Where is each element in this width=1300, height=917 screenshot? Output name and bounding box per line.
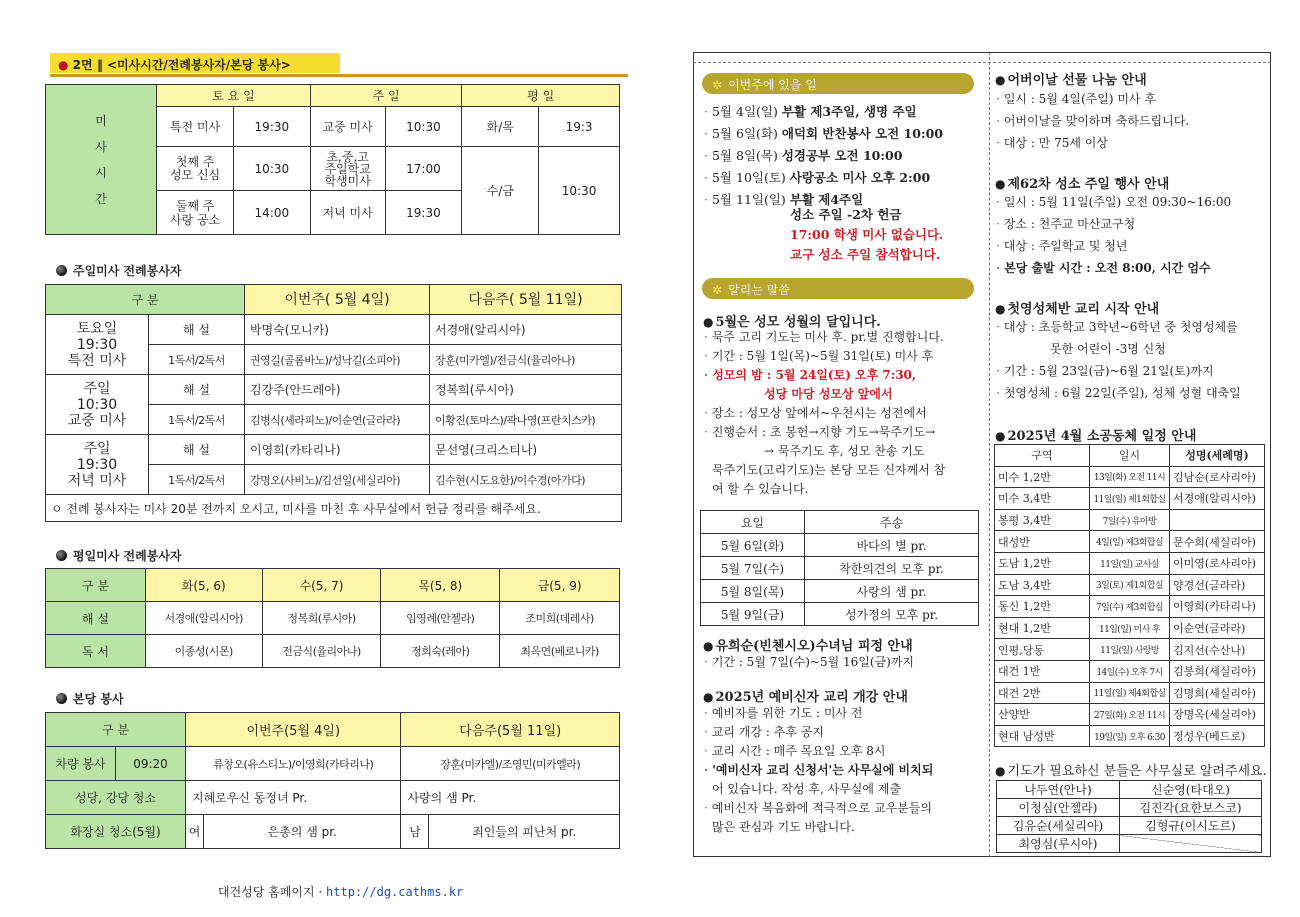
duty-clean-this: 지혜로우신 동정녀 Pr.: [186, 781, 401, 815]
sun-next: 서경애(알리시아): [430, 315, 622, 345]
wk-cell: 정복희(루시아): [262, 602, 381, 635]
sun-time-1: 10:30: [385, 107, 462, 147]
schedule-title: ● 2025년 4월 소공동체 일정 안내: [995, 429, 1197, 444]
sched-person: 김봉희(세실리아): [1170, 660, 1265, 682]
sched-area: 현대 1,2반: [995, 617, 1090, 639]
list-item: · 5월 4일(일) 부활 제3주일, 생명 주일: [704, 104, 917, 119]
duty-car-time: 09:20: [116, 747, 186, 781]
rosary-day: 5월 6일(화): [701, 534, 805, 557]
sched-area: 도남 3,4반: [995, 574, 1090, 596]
sat-mass-2: 첫째 주 성모 신심: [157, 147, 234, 191]
sched-time: 11일(일) 미사 후: [1090, 617, 1170, 639]
community-schedule-table: [994, 444, 1265, 747]
list-item: · 5월 10일(토) 사랑공소 미사 오후 2:00: [704, 170, 931, 185]
sched-area: 미수 1,2반: [995, 466, 1090, 488]
sched-time: 7일(수) 제3회합실: [1090, 596, 1170, 618]
sched-head: 성명(세례명): [1170, 445, 1265, 467]
first-communion-details: · 대상 : 초등학교 3학년~6학년 중 첫영성체를 못한 어린이 -3명 신청 · 기간 : 5월 23일(금)~6월 21일(토)까지 · 첫영성체 : 6월 22일(주일), 성체 성혈 대축일: [996, 320, 1241, 400]
bullet-icon: [56, 265, 67, 276]
rosary-pr: 성가정의 모후 pr.: [805, 603, 979, 626]
sun-h-next: 다음주( 5월 11일): [430, 285, 622, 315]
sunday-note: ㅇ 전례 봉사자는 미사 20분 전까지 오시고, 미사를 마친 후 사무실에서 헌금 정리를 해주세요.: [46, 495, 622, 522]
mass-time-label: 미 사 시 간: [46, 85, 157, 235]
sun-group-3: 주일 19:30 저녁 미사: [46, 435, 149, 495]
wk-cell: 조미희(데레사): [500, 602, 620, 635]
list-item: · 5월 6일(화) 애덕회 반찬봉사 오전 10:00: [704, 126, 943, 141]
duty-clean-label: 성당, 강당 청소: [46, 781, 186, 815]
sun-h-div: 구 분: [46, 285, 245, 315]
rosary-head: 주송: [805, 511, 979, 534]
sun-group-2: 주일 10:30 교중 미사: [46, 375, 149, 435]
list-item: · 5월 11일(일) 부활 제4주일: [704, 192, 864, 207]
parish-section-title: 본당 봉사: [56, 690, 124, 707]
sun-next: 김수현(시도요한)/이수경(아가다): [430, 465, 622, 495]
sched-time: 11일(일) 교사실: [1090, 552, 1170, 574]
duty-h-next: 다음주(5월 11일): [401, 713, 620, 747]
sched-time: 7일(수) 유아방: [1090, 509, 1170, 531]
wk-cell: 이종성(시몬): [145, 635, 262, 668]
prayer-name: 김형규(이시도르): [1120, 817, 1262, 835]
catechumen-title: ● 2025년 예비신자 교리 개강 안내: [703, 690, 908, 705]
duty-toilet-this: 은총의 샘 pr.: [204, 815, 401, 849]
wk-cell: 전금식(율리아나): [262, 635, 381, 668]
header-dot: ●: [58, 58, 69, 72]
prayer-name: 신순영(타대오): [1120, 781, 1262, 799]
sched-area: 산양반: [995, 704, 1090, 726]
parents-details: · 일시 : 5월 4일(주일) 미사 후 · 어버이날을 맞이하며 축하드립니다. · 대상 : 만 75세 이상: [996, 92, 1190, 150]
sched-time: 27일(화) 오전 11시: [1090, 704, 1170, 726]
prayer-table: [996, 780, 1262, 853]
duty-toilet-m: 남: [401, 815, 429, 849]
sched-area: 인평,당동: [995, 639, 1090, 661]
sun-next: 이황진(토마스)/곽나영(프란치스카): [430, 405, 622, 435]
sat-mass-1: 특전 미사: [157, 107, 234, 147]
sun-time-3: 19:30: [385, 191, 462, 235]
sat-mass-3: 둘째 주 사랑 공소: [157, 191, 234, 235]
sun-mass-3: 저녁 미사: [310, 191, 385, 235]
wk-day-2: 수/금: [462, 147, 539, 235]
notice-pill: ✲ 알리는 말씀: [702, 278, 974, 299]
duty-h-this: 이번주(5월 4일): [186, 713, 401, 747]
rosary-pr: 바다의 별 pr.: [805, 534, 979, 557]
header-sep: ‖: [96, 58, 103, 72]
prayer-name: 이청심(안젤라): [997, 799, 1120, 817]
wk-day-1: 화/목: [462, 107, 539, 147]
footer: [218, 883, 463, 900]
wk-time-1: 19:3: [539, 107, 620, 147]
rosary-day: 5월 7일(수): [701, 557, 805, 580]
sched-person: 서경애(알리시아): [1170, 488, 1265, 510]
wk-time-2: 10:30: [539, 147, 620, 235]
sched-head: 일시: [1090, 445, 1170, 467]
sun-icon: ✲: [712, 78, 723, 92]
sun-mass-1: 교중 미사: [310, 107, 385, 147]
wk-role: 해 설: [46, 602, 146, 635]
sched-area: 현대 남성반: [995, 725, 1090, 747]
rosary-pr: 사랑의 샘 pr.: [805, 580, 979, 603]
sun-next: 장훈(미카엘)/전금식(율리아나): [430, 345, 622, 375]
sched-person: 이순연(글라라): [1170, 617, 1265, 639]
may-details: · 묵주 고리 기도는 미사 후. pr.별 진행합니다. · 기간 : 5월 1일(목)~5월 31일(토) 미사 후 · 성모의 밤 : 5월 24일(토) 오후 7:30, 성당 마당 성모상 앞에서 · 장소 : 성모상 앞에서~우천시는 성전에서 · 진행순서 : 초 봉헌→지향 기도→묵주기도→ → 묵주기도 후, 성모 찬송 기도 묵주기도(고리기도)는 본당 모든 신자께서 참 여 할 수 있습니다.: [704, 330, 946, 496]
vocation-title: ● 제62차 성소 주일 행사 안내: [995, 177, 1170, 192]
list-item: · 5월 8일(목) 성경공부 오전 10:00: [704, 148, 903, 163]
sun-role: 해 설: [149, 375, 245, 405]
mass-time-table: [45, 84, 620, 235]
rosary-pr: 착한의견의 모후 pr.: [805, 557, 979, 580]
sched-time: 11일(일) 제4회합실: [1090, 682, 1170, 704]
sun-time-2: 17:00: [385, 147, 462, 191]
sun-role: 1독서/2독서: [149, 465, 245, 495]
first-communion-title: ● 첫영성체반 교리 시작 안내: [995, 302, 1160, 317]
duty-toilet-f: 여: [186, 815, 204, 849]
sun-next: 정복희(루시아): [430, 375, 622, 405]
sched-area: 대성반: [995, 531, 1090, 553]
sched-person: 김지선(수산나): [1170, 639, 1265, 661]
sun-this: 김병식(세라피노)/이순연(글라라): [245, 405, 430, 435]
wk-cell: 임영례(안젤라): [381, 602, 500, 635]
duty-toilet-next: 죄인들의 피난처 pr.: [429, 815, 620, 849]
sched-person: 이영희(카타리나): [1170, 596, 1265, 618]
prayer-empty: [1120, 835, 1262, 853]
sched-time: 11일(일) 사랑방: [1090, 639, 1170, 661]
sun-mass-2: 초,중,고 주일학교 학생미사: [310, 147, 385, 191]
sunday-server-table: [45, 284, 622, 522]
rosary-head: 요일: [701, 511, 805, 534]
sched-area: 동신 1,2반: [995, 596, 1090, 618]
duty-clean-next: 사랑의 샘 Pr.: [401, 781, 620, 815]
may-title: ● 5월은 성모 성월의 달입니다.: [703, 315, 881, 330]
bullet-icon: [56, 550, 67, 561]
sched-time: 14일(수) 오후 7시: [1090, 660, 1170, 682]
sun-this: 권영길(골롬바노)/성낙길(소피아): [245, 345, 430, 375]
sun-icon: ✲: [712, 283, 723, 297]
sat-time-1: 19:30: [233, 107, 310, 147]
duty-car-next: 장훈(미카엘)/조영민(미카엘라): [401, 747, 620, 781]
sched-time: 4일(일) 제3회합실: [1090, 531, 1170, 553]
this-week-list: [704, 101, 943, 211]
column-divider: [989, 52, 990, 857]
wk-head: 구 분: [46, 569, 146, 602]
sun-role: 해 설: [149, 315, 245, 345]
rosary-table: [700, 510, 979, 626]
sched-time: 19일(일) 오후 6:30: [1090, 725, 1170, 747]
col-weekday: 평 일: [462, 85, 620, 107]
sched-time: 3일(토) 제1회합실: [1090, 574, 1170, 596]
sun-this: 이영희(카타리나): [245, 435, 430, 465]
sun-role: 해 설: [149, 435, 245, 465]
prayer-name: 김유순(세실리아): [997, 817, 1120, 835]
sched-area: 도남 1,2반: [995, 552, 1090, 574]
sun-this: 강명오(사비노)/김선일(세실리아): [245, 465, 430, 495]
sched-head: 구역: [995, 445, 1090, 467]
prayer-name: 나두연(안나): [997, 781, 1120, 799]
prayer-name: 김진각(요한보스코): [1120, 799, 1262, 817]
weekday-section-title: 평일미사 전례봉사자: [56, 547, 182, 564]
wk-role: 독 서: [46, 635, 146, 668]
sched-area: 미수 3,4반: [995, 488, 1090, 510]
sunday-section-title: 주일미사 전례봉사자: [56, 262, 182, 279]
this-week-extra: 성소 주일 -2차 헌금 17:00 학생 미사 없습니다. 교구 성소 주일 참석합니다.: [790, 207, 944, 262]
sun-next: 문선영(크리스티나): [430, 435, 622, 465]
weekday-server-table: [45, 568, 620, 668]
header-page: 2면: [72, 58, 93, 72]
sun-group-1: 토요일 19:30 특전 미사: [46, 315, 149, 375]
parish-duty-table: [45, 712, 620, 849]
sun-role: 1독서/2독서: [149, 405, 245, 435]
sat-time-3: 14:00: [233, 191, 310, 235]
homepage-link[interactable]: http://dg.cathms.kr: [326, 885, 464, 899]
sun-this: 김강주(안드레아): [245, 375, 430, 405]
footer-label: 대건성당 홈페이지 ·: [218, 885, 323, 899]
page-header: [50, 53, 340, 73]
col-sunday: 주 일: [310, 85, 462, 107]
sister-line: · 기간 : 5월 7일(수)~5월 16일(금)까지: [704, 655, 915, 669]
vocation-details: · 일시 : 5월 11일(주일) 오전 09:30~16:00 · 장소 : 천주교 마산교구청 · 대상 : 주일학교 및 청년 · 본당 출발 시간 : 오전 8:00, 시간 엄수: [996, 195, 1232, 275]
sat-time-2: 10:30: [233, 147, 310, 191]
sched-time: 13일(화) 오전 11시: [1090, 466, 1170, 488]
rosary-day: 5월 9일(금): [701, 603, 805, 626]
sched-person: 정성우(베드로): [1170, 725, 1265, 747]
prayer-title: ● 기도가 필요하신 분들은 사무실로 알려주세요.: [995, 764, 1267, 779]
sched-area: 대건 1반: [995, 660, 1090, 682]
this-week-pill: ✲ 이번주에 있을 일: [702, 73, 974, 94]
rosary-day: 5월 8일(목): [701, 580, 805, 603]
wk-head: 수(5, 7): [262, 569, 381, 602]
col-saturday: 토 요 일: [157, 85, 311, 107]
sun-role: 1독서/2독서: [149, 345, 245, 375]
prayer-name: 최영심(루시아): [997, 835, 1120, 853]
sun-h-this: 이번주( 5월 4일): [245, 285, 430, 315]
sched-person: 양경선(글라라): [1170, 574, 1265, 596]
sister-title: ● 유희순(빈첸시오)수녀님 피정 안내: [703, 639, 913, 654]
sched-person: 문수희(세실리아): [1170, 531, 1265, 553]
wk-head: 목(5, 8): [381, 569, 500, 602]
wk-cell: 최옥연(베로니카): [500, 635, 620, 668]
duty-h-div: 구 분: [46, 713, 186, 747]
duty-car-this: 류창오(유스티노)/이영희(카타리나): [186, 747, 401, 781]
sched-person: 장명옥(세실리아): [1170, 704, 1265, 726]
bullet-icon: [56, 693, 67, 704]
wk-head: 화(5, 6): [145, 569, 262, 602]
duty-toilet-label: 화장실 청소(5월): [46, 815, 186, 849]
wk-head: 금(5, 9): [500, 569, 620, 602]
sched-person: [1170, 509, 1265, 531]
wk-cell: 정희숙(레아): [381, 635, 500, 668]
sched-time: 11일(일) 제1회합실: [1090, 488, 1170, 510]
sched-person: 이미영(로사리아): [1170, 552, 1265, 574]
header-underline: [50, 74, 628, 77]
sched-person: 김명희(세실리아): [1170, 682, 1265, 704]
catechumen-details: · 예비자를 위한 기도 : 미사 전 · 교리 개강 : 추후 공지 · 교리 시간 : 매주 목요일 오후 8시 · '예비신자 교리 신청서'는 사무실에 비치되 어 있습니다. 작성 후, 사무실에 제출 · 예비신자 복음화에 적극적으로 교우분들의 많은 관심과 기도 바랍니다.: [704, 706, 934, 834]
sun-this: 박명숙(모니카): [245, 315, 430, 345]
duty-car-label: 차량 봉사: [46, 747, 116, 781]
wk-cell: 서경애(알리시아): [145, 602, 262, 635]
frame-top-divider: [693, 62, 1271, 63]
sched-person: 김남순(로사리아): [1170, 466, 1265, 488]
parents-title: ● 어버이날 선물 나눔 안내: [995, 73, 1147, 88]
sched-area: 봉평 3,4반: [995, 509, 1090, 531]
header-title: <미사시간/전례봉사자/본당 봉사>: [107, 58, 291, 72]
sched-area: 대건 2반: [995, 682, 1090, 704]
